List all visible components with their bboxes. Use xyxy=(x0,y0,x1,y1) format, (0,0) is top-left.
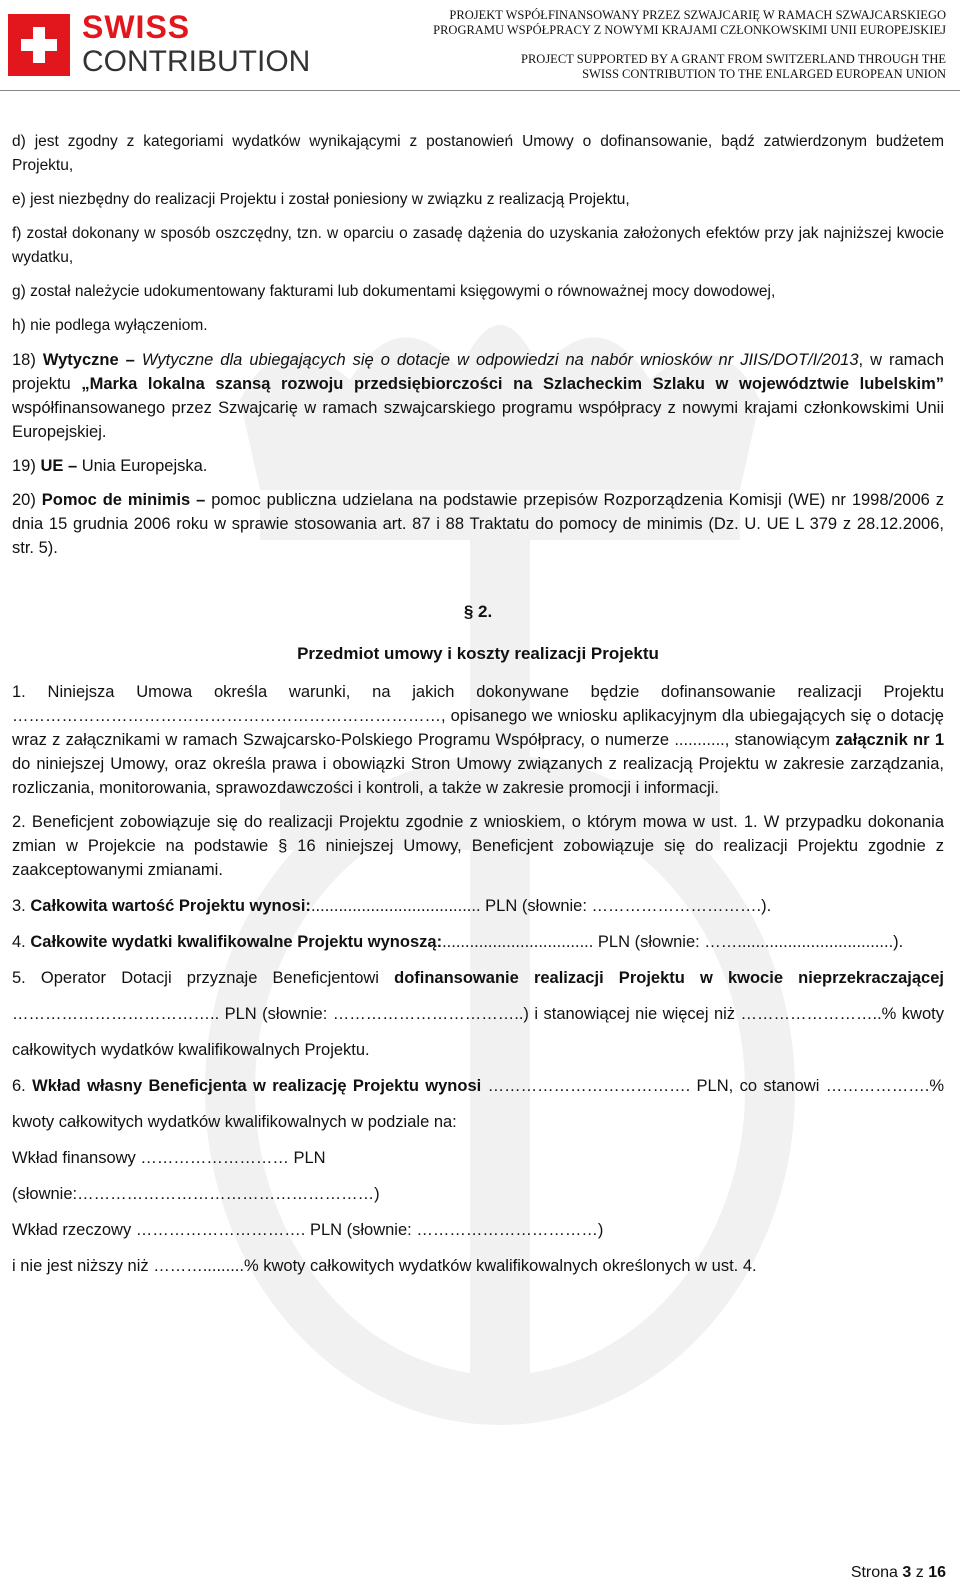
list-item-e: e) jest niezbędny do realizacji Projektu i został poniesiony w związku z realizacją Projektu, xyxy=(12,191,630,208)
paragraph-2: 2. Beneficjent zobowiązuje się do realizacji Projektu zgodnie z wnioskiem, o którym mowa w ust. 1. W przypadku dokonania zmian w Projekcie na podstawie § 16 niniejszej Umowy, Beneficjent zobowiązuje się do realizacji Projektu zgodnie z zaakceptowanymi zmianami. xyxy=(12,813,944,879)
project-name: „Marka lokalna szansą rozwoju przedsiębiorczości na Szlacheckim Szlaku w województwie lubelskim” xyxy=(81,375,944,393)
page-number: Strona 3 z 16 xyxy=(850,1564,946,1581)
contribution-financial-words: (słownie:………………………………………………) xyxy=(12,1185,380,1203)
document-body xyxy=(12,130,944,1284)
header-polish-note: PROJEKT WSPÓŁFINANSOWANY PRZEZ SZWAJCARIĘ W RAMACH SZWAJCARSKIEGO PROGRAMU WSPÓŁPRACY Z NOWYMI KRAJAMI CZŁONKOWSKIMI UNII EUROPEJSKIEJ xyxy=(433,8,946,37)
section-number: § 2. xyxy=(463,602,493,621)
paragraph-4: 4. Całkowite wydatki kwalifikowalne Projektu wynoszą:................................. PLN (słownie: ……..................................). xyxy=(12,933,904,951)
contribution-in-kind: Wkład rzeczowy …………………………. PLN (słownie: ……………………………) xyxy=(12,1221,604,1239)
definition-20: 20) Pomoc de minimis – pomoc publiczna udzielana na podstawie przepisów Rozporządzenia Komisji (WE) nr 1998/2006 z dnia 15 grudnia 2006 roku w sprawie stosowania art. 87 i 88 Traktatu do pomocy de minimis (Dz. U. UE L 379 z 28.12.2006, str. 5). xyxy=(12,491,944,557)
contribution-minimum: i nie jest niższy niż ……….........% kwoty całkowitych wydatków kwalifikowalnych określonych w ust. 4. xyxy=(12,1257,757,1275)
header-english-note: PROJECT SUPPORTED BY A GRANT FROM SWITZERLAND THROUGH THE SWISS CONTRIBUTION TO THE ENLARGED EUROPEAN UNION xyxy=(521,52,946,81)
list-item-f: f) został dokonany w sposób oszczędny, tzn. w oparciu o zasadę dążenia do uzyskania założonych efektów przy jak najniższej kwocie wydatku, xyxy=(12,225,944,266)
paragraph-3: 3. Całkowita wartość Projektu wynosi:..................................... PLN (słownie: ………………………….). xyxy=(12,897,772,915)
header-divider xyxy=(0,90,960,91)
page-header xyxy=(0,0,960,96)
definition-term: UE xyxy=(40,457,64,475)
logo-text-contribution: CONTRIBUTION xyxy=(82,45,311,78)
definition-term: Pomoc de minimis xyxy=(41,491,191,509)
contribution-financial: Wkład finansowy ……………………… PLN xyxy=(12,1149,326,1167)
definition-19: 19) UE – Unia Europejska. xyxy=(12,457,208,475)
list-item-g: g) został należycie udokumentowany fakturami lub dokumentami księgowymi o równoważnej mocy dowodowej, xyxy=(12,283,776,300)
list-item-h: h) nie podlega wyłączeniom. xyxy=(12,317,208,334)
swiss-flag-icon xyxy=(8,14,70,76)
list-item-d: d) jest zgodny z kategoriami wydatków wynikającymi z postanowień Umowy o dofinansowanie, bądź zatwierdzonym budżetem Projektu, xyxy=(12,133,944,174)
definition-term: Wytyczne xyxy=(42,351,119,369)
definition-18: 18) Wytyczne – Wytyczne dla ubiegających się o dotacje w odpowiedzi na nabór wniosków nr JIIS/DOT/I/2013, w ramach projektu „Marka lokalna szansą rozwoju przedsiębiorczości na Szlacheckim Szlaku w województwie lubelskim” współfinansowanego przez Szwajcarię w ramach szwajcarskiego programu współpracy z nowymi krajami członkowskimi Unii Europejskiej. xyxy=(12,351,944,441)
swiss-contribution-logo xyxy=(8,9,311,80)
paragraph-6: 6. Wkład własny Beneficjenta w realizację Projektu wynosi ………………………………. PLN, co stanowi ……………….% kwoty całkowitych wydatków kwalifikowalnych w podziale na: xyxy=(12,1077,944,1131)
section-title: Przedmiot umowy i koszty realizacji Projektu xyxy=(297,644,659,663)
paragraph-1: 1. Niniejsza Umowa określa warunki, na jakich dokonywane będzie dofinansowanie realizacji Projektu ……………………………………………………………………, opisanego we wniosku aplikacyjnym dla ubiegających się o dotację wraz z załącznikami w ramach Szwajcarsko-Polskiego Programu Współpracy, o numerze ..........., stanowiącym załącznik nr 1 do niniejszej Umowy, oraz określa prawa i obowiązki Stron Umowy związanych z realizacją Projektu w zakresie zarządzania, rozliczania, monitorowania, sprawozdawczości i kontroli, a także w zakresie promocji i informacji. xyxy=(12,683,944,797)
paragraph-5: 5. Operator Dotacji przyznaje Beneficjentowi dofinansowanie realizacji Projektu w kwocie nieprzekraczającej ……………………………….. PLN (słownie: ……………………………..) i stanowiącej nie więcej niż ……………………..% kwoty całkowitych wydatków kwalifikowalnych Projektu. xyxy=(12,969,944,1059)
logo-text-swiss: SWISS xyxy=(82,9,191,45)
